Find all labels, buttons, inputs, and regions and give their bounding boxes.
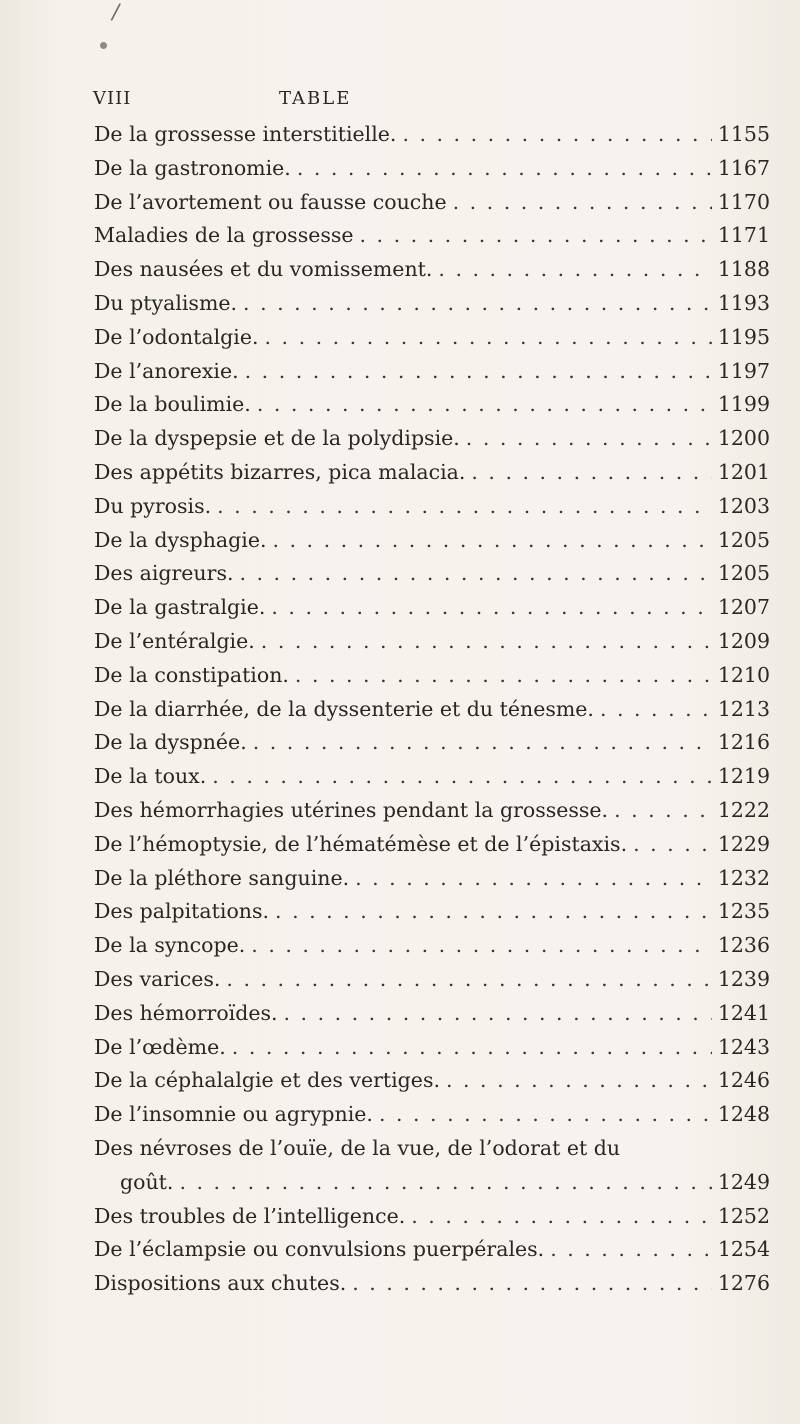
- dot-leader: [217, 494, 712, 518]
- toc-entry: [94, 528, 770, 562]
- toc-entry-wrapped: [94, 1136, 770, 1170]
- toc-entry-title: Du pyrosis.: [94, 493, 212, 518]
- dot-leader: [284, 1001, 712, 1025]
- toc-entry: [94, 325, 770, 359]
- toc-entry-title: De la pléthore sanguine.: [94, 865, 350, 890]
- dot-leader: [471, 460, 711, 484]
- toc-entry-title: De la dysphagie.: [94, 527, 267, 552]
- toc-entry-page: 1205: [717, 561, 770, 586]
- toc-entry: [94, 561, 770, 595]
- toc-entry: [94, 1271, 770, 1305]
- toc-entry-title: De la boulimie.: [94, 392, 251, 417]
- dot-leader: [297, 156, 712, 180]
- toc-entry-page: 1239: [717, 966, 770, 991]
- dot-leader: [600, 697, 712, 721]
- toc-entry-title: Des aigreurs.: [94, 561, 234, 586]
- toc-entry-page: 1213: [717, 696, 770, 721]
- toc-entry-page: 1216: [717, 730, 770, 755]
- dot-leader: [355, 866, 712, 890]
- toc-entry: [94, 257, 770, 291]
- toc-entry: [94, 122, 770, 156]
- dot-leader: [438, 257, 711, 281]
- toc-entry-page: 1197: [717, 358, 770, 383]
- toc-entry: [94, 156, 770, 190]
- dot-leader: [411, 1204, 712, 1228]
- dot-leader: [379, 1102, 712, 1126]
- dot-leader: [179, 1170, 711, 1194]
- toc-entry-title: De l’éclampsie ou convulsions puerpérales.: [94, 1237, 545, 1262]
- toc-entry: [94, 359, 770, 393]
- running-title: TABLE: [279, 88, 352, 109]
- toc-entry-title: Dispositions aux chutes.: [94, 1271, 347, 1296]
- toc-entry-title: De l’anorexie.: [94, 358, 239, 383]
- toc-entry-title: Maladies de la grossesse: [94, 223, 354, 248]
- toc-entry: [94, 223, 770, 257]
- toc-entry-title: De la dyspepsie et de la polydipsie.: [94, 426, 460, 451]
- toc-entry-title: Des hémorrhagies utérines pendant la grossesse.: [94, 797, 609, 822]
- toc-entry-page: 1193: [717, 290, 770, 315]
- dot-leader: [251, 933, 712, 957]
- toc-entry-title: De la dyspnée.: [94, 730, 247, 755]
- dot-leader: [402, 122, 711, 146]
- corner-pen-mark: /: [109, 0, 122, 26]
- toc-entry: [94, 595, 770, 629]
- toc-entry-page: 1188: [717, 257, 770, 282]
- dot-leader: [453, 190, 712, 214]
- toc-entry: [94, 899, 770, 933]
- toc-entry-title: De l’hémoptysie, de l’hématémèse et de l’épistaxis.: [94, 831, 628, 856]
- dot-leader: [295, 663, 712, 687]
- toc-entry-title: De la céphalalgie et des vertiges.: [94, 1068, 440, 1093]
- toc-entry: [94, 629, 770, 663]
- toc-entry: [94, 798, 770, 832]
- toc-entry: [94, 1001, 770, 1035]
- toc-entry: [94, 1204, 770, 1238]
- toc-entry: [94, 697, 770, 731]
- dot-leader: [633, 832, 712, 856]
- toc-entry-page: 1254: [717, 1237, 770, 1262]
- toc-entry-title: Des appétits bizarres, pica malacia.: [94, 459, 466, 484]
- toc-entry-title: De l’avortement ou fausse couche: [94, 189, 447, 214]
- toc-entry-page: 1170: [717, 189, 770, 214]
- dot-leader: [265, 325, 712, 349]
- toc-entry: [94, 392, 770, 426]
- toc-entry-page: 1199: [717, 392, 770, 417]
- dot-leader: [245, 359, 712, 383]
- dot-leader: [446, 1068, 712, 1092]
- toc-entry-title: Des nausées et du vomissement.: [94, 257, 433, 282]
- toc-entry-title: Des varices.: [94, 966, 221, 991]
- toc-entry-page: 1222: [717, 797, 770, 822]
- toc-entry-page: 1209: [717, 628, 770, 653]
- toc-entry-page: 1201: [717, 459, 770, 484]
- dot-leader: [271, 595, 711, 619]
- toc-entry-page: 1252: [717, 1203, 770, 1228]
- toc-entry-page: 1248: [717, 1102, 770, 1127]
- toc-entry: [94, 1237, 770, 1271]
- toc-entry-title: De la gastronomie.: [94, 155, 291, 180]
- toc-entry-page: 1210: [717, 662, 770, 687]
- dot-leader: [226, 967, 711, 991]
- toc-entry: [94, 730, 770, 764]
- toc-entry-title-line1: Des névroses de l’ouïe, de la vue, de l’odorat et du: [94, 1135, 621, 1160]
- toc-entry: [94, 1068, 770, 1102]
- toc-entry-title: Des palpitations.: [94, 899, 270, 924]
- dot-leader: [352, 1271, 712, 1295]
- toc-entry: [94, 832, 770, 866]
- toc-entry-page: 1276: [717, 1271, 770, 1296]
- dot-leader: [360, 223, 712, 247]
- dot-leader: [272, 528, 711, 552]
- table-of-contents: [94, 122, 770, 1305]
- toc-entry-page: 1203: [717, 493, 770, 518]
- toc-entry-page: 1235: [717, 899, 770, 924]
- toc-entry-page: 1241: [717, 1000, 770, 1025]
- toc-entry-title: De l’œdème.: [94, 1034, 226, 1059]
- toc-entry: [94, 291, 770, 325]
- toc-entry-page: 1167: [717, 155, 770, 180]
- ink-dot: [100, 42, 107, 49]
- dot-leader: [243, 291, 712, 315]
- toc-entry-wrapped-cont: [94, 1170, 770, 1204]
- toc-entry-page: 1229: [717, 831, 770, 856]
- dot-leader: [212, 764, 712, 788]
- toc-entry: [94, 1102, 770, 1136]
- dot-leader: [466, 426, 712, 450]
- toc-entry: [94, 764, 770, 798]
- toc-entry-title: De l’insomnie ou agrypnie.: [94, 1102, 373, 1127]
- toc-entry-title: Du ptyalisme.: [94, 290, 238, 315]
- toc-entry: [94, 1035, 770, 1069]
- toc-entry: [94, 460, 770, 494]
- toc-entry-title: De l’entéralgie.: [94, 628, 255, 653]
- toc-entry-title: De l’odontalgie.: [94, 324, 259, 349]
- toc-entry-page: 1155: [717, 122, 770, 146]
- toc-entry: [94, 494, 770, 528]
- toc-entry: [94, 967, 770, 1001]
- toc-entry-title: De la diarrhée, de la dyssenterie et du ténesme.: [94, 696, 594, 721]
- toc-entry-title: De la gastralgie.: [94, 595, 266, 620]
- toc-entry-page: 1246: [717, 1068, 770, 1093]
- dot-leader: [257, 392, 712, 416]
- dot-leader: [275, 899, 712, 923]
- toc-entry: [94, 866, 770, 900]
- toc-entry-page: 1243: [717, 1034, 770, 1059]
- toc-entry-title: De la toux.: [94, 764, 207, 789]
- toc-entry-page: 1249: [717, 1169, 770, 1194]
- toc-entry-title: Des troubles de l’intelligence.: [94, 1203, 406, 1228]
- toc-entry-page: 1205: [717, 527, 770, 552]
- dot-leader: [232, 1035, 712, 1059]
- toc-entry-title: Des hémorroïdes.: [94, 1000, 278, 1025]
- toc-entry-title: De la grossesse interstitielle.: [94, 122, 397, 146]
- toc-entry-title: De la constipation.: [94, 662, 289, 687]
- page-header: [93, 88, 613, 114]
- dot-leader: [253, 730, 712, 754]
- dot-leader: [614, 798, 712, 822]
- dot-leader: [550, 1237, 712, 1261]
- toc-entry-title: De la syncope.: [94, 933, 246, 958]
- toc-entry-page: 1236: [717, 933, 770, 958]
- toc-entry: [94, 426, 770, 460]
- toc-entry: [94, 933, 770, 967]
- toc-entry: [94, 663, 770, 697]
- toc-entry-page: 1207: [717, 595, 770, 620]
- toc-entry-page: 1232: [717, 865, 770, 890]
- toc-entry-page: 1219: [717, 764, 770, 789]
- page-folio: VIII: [93, 88, 132, 109]
- toc-entry-page: 1200: [717, 426, 770, 451]
- toc-entry-page: 1195: [717, 324, 770, 349]
- toc-entry: [94, 190, 770, 224]
- dot-leader: [261, 629, 712, 653]
- toc-entry-page: 1171: [717, 223, 770, 248]
- toc-entry-title-line2: goût.: [120, 1169, 174, 1194]
- dot-leader: [239, 561, 711, 585]
